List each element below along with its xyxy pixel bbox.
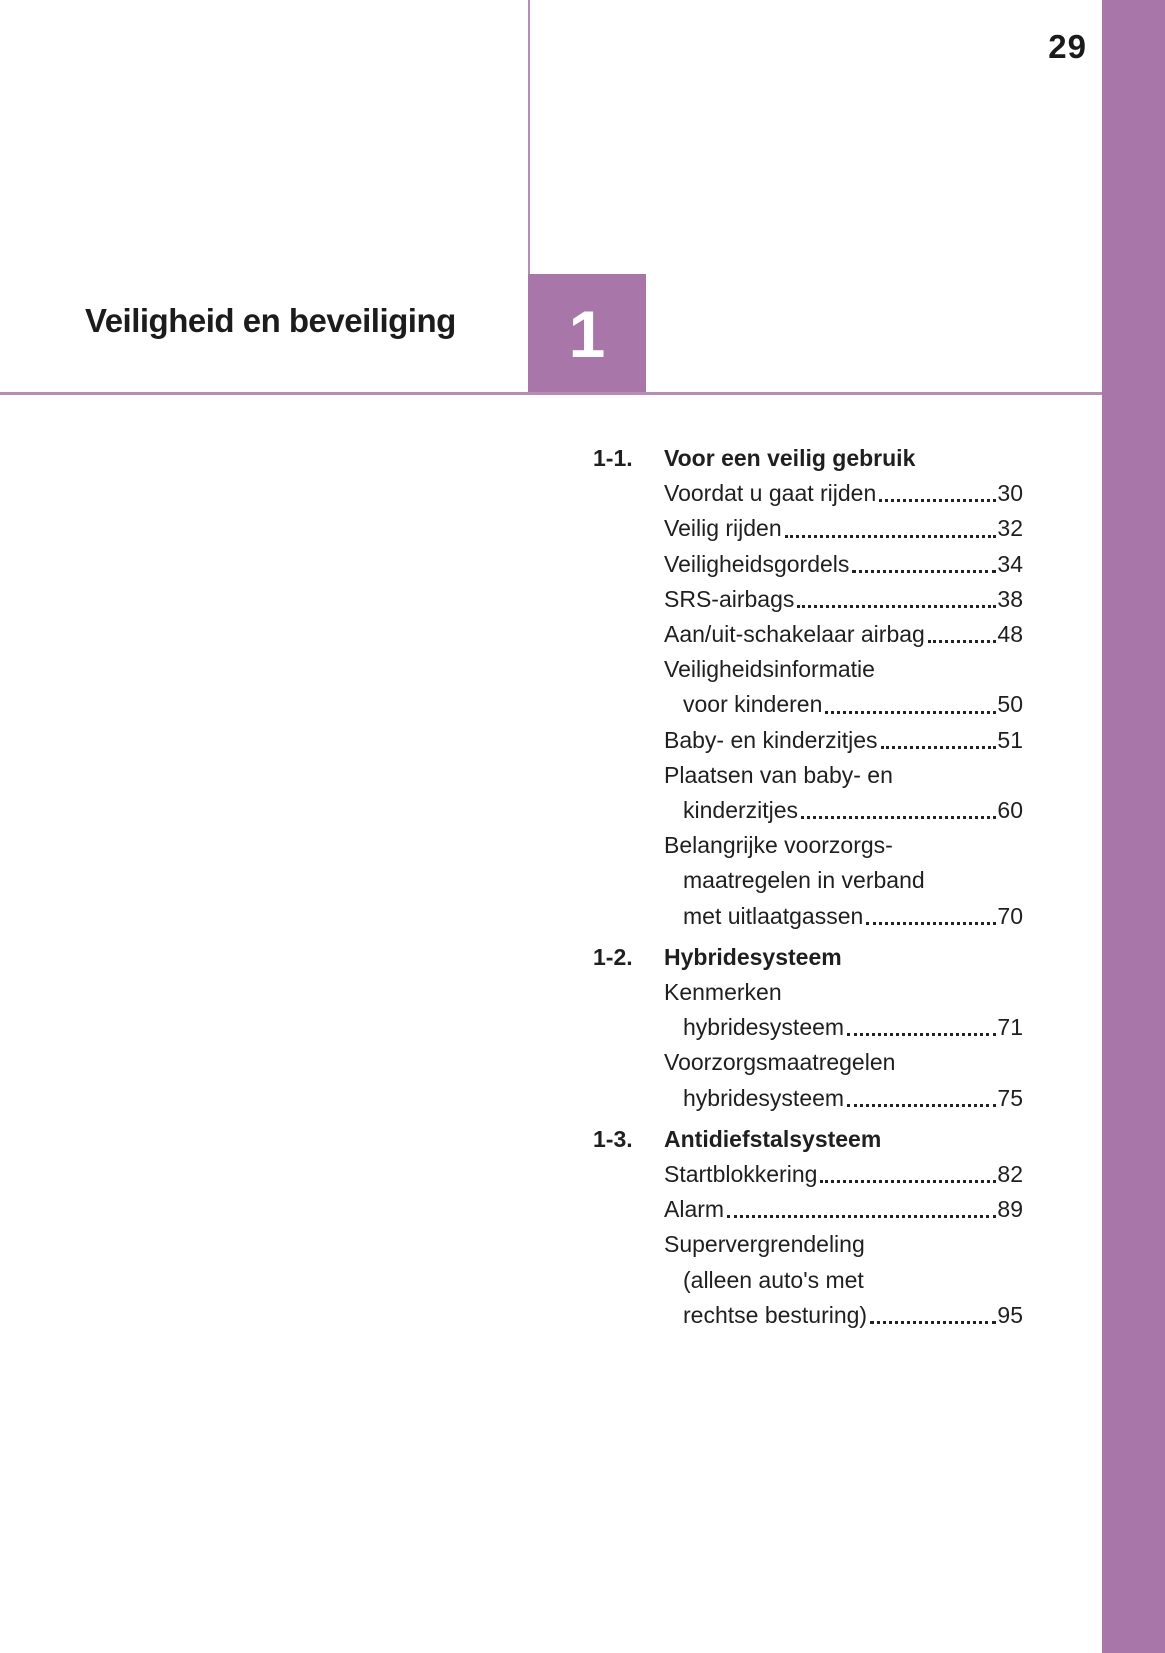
toc-entry-text: rechtse besturing) <box>683 1301 868 1328</box>
toc-dot-leader <box>825 711 996 714</box>
toc-entry-text: Aan/uit-schakelaar airbag <box>664 621 925 648</box>
toc-entry-page-number: 50 <box>997 691 1023 718</box>
toc-entry-line <box>664 652 1023 687</box>
toc-section-title: Antidiefstalsysteem <box>664 1125 882 1152</box>
toc-entry-text: kinderzitjes <box>683 797 799 824</box>
toc-entry-line <box>664 975 1023 1010</box>
toc-entry-page-number: 82 <box>997 1161 1023 1188</box>
toc-entry-text: Belangrijke voorzorgs- <box>664 832 893 859</box>
toc-entry-line <box>664 1157 1023 1192</box>
header-horizontal-rule <box>0 392 1102 395</box>
toc-entry-line <box>664 1263 1023 1298</box>
toc-entry-line <box>664 899 1023 934</box>
toc-entry-line <box>664 511 1023 546</box>
toc-dot-leader <box>847 1104 996 1107</box>
toc-entry-text: Veilig rijden <box>664 515 782 542</box>
toc-section-title: Voor een veilig gebruik <box>664 445 916 471</box>
toc-entry-line <box>664 617 1023 652</box>
toc-entry-text: Supervergrendeling <box>664 1231 865 1258</box>
toc-entry-line <box>664 1010 1023 1045</box>
toc-entry-line <box>664 1227 1023 1262</box>
chapter-number-box <box>528 274 646 394</box>
toc-entry-page-number: 60 <box>997 797 1023 824</box>
toc-entry-text: SRS-airbags <box>664 585 795 612</box>
toc-entry-text: met uitlaatgassen <box>683 902 864 929</box>
toc-entry-page-number: 38 <box>997 585 1023 612</box>
toc-entry-line <box>664 1081 1023 1116</box>
toc-entry-line <box>664 547 1023 582</box>
toc-entry-line <box>664 1045 1023 1080</box>
toc-entry-page-number: 95 <box>997 1301 1023 1328</box>
toc-entry-page-number: 89 <box>997 1196 1023 1223</box>
toc-entry-text: maatregelen in verband <box>683 867 925 894</box>
toc-entry-text: Veiligheidsinformatie <box>664 656 875 683</box>
toc-entry-text: Startblokkering <box>664 1161 818 1188</box>
toc-entry-text: Alarm <box>664 1196 725 1223</box>
page-edge-color-bar <box>1102 0 1165 1653</box>
toc-dot-leader <box>928 640 997 643</box>
toc-entry-text: Voordat u gaat rijden <box>664 480 877 507</box>
table-of-contents <box>593 441 1023 1333</box>
toc-entry-page-number: 71 <box>997 1014 1023 1041</box>
toc-dot-leader <box>866 922 996 925</box>
toc-entry-line <box>664 687 1023 722</box>
toc-entry-line <box>664 1298 1023 1333</box>
toc-entry-page-number: 30 <box>997 480 1023 507</box>
page-number: 29 <box>1048 28 1087 65</box>
toc-section-title: Hybridesysteem <box>664 943 842 970</box>
toc-dot-leader <box>870 1321 996 1324</box>
toc-entry-page-number: 48 <box>997 621 1023 648</box>
toc-entry-line <box>664 476 1023 511</box>
chapter-number: 1 <box>568 297 606 371</box>
toc-entry-line <box>664 723 1023 758</box>
toc-entry-page-number: 70 <box>997 902 1023 929</box>
toc-dot-leader <box>847 1033 996 1036</box>
toc-dot-leader <box>881 746 997 749</box>
toc-entry-text: hybridesysteem <box>683 1084 845 1111</box>
toc-entry-page-number: 51 <box>997 726 1023 753</box>
toc-entry-text: hybridesysteem <box>683 1014 845 1041</box>
toc-entry-text: Voorzorgsmaatregelen <box>664 1049 896 1076</box>
toc-section-header <box>593 940 1023 975</box>
toc-dot-leader <box>820 1180 996 1183</box>
toc-dot-leader <box>852 570 996 573</box>
toc-section <box>593 441 1023 934</box>
toc-section-number: 1-2. <box>593 943 633 970</box>
toc-dot-leader <box>727 1215 996 1218</box>
toc-dot-leader <box>879 499 996 502</box>
toc-dot-leader <box>801 816 996 819</box>
toc-section-number: 1-1. <box>593 445 633 471</box>
toc-entry-text: Veiligheidsgordels <box>664 550 850 577</box>
toc-entry-text: Kenmerken <box>664 979 782 1006</box>
chapter-vertical-rule <box>528 0 530 274</box>
toc-entry-page-number: 75 <box>997 1084 1023 1111</box>
toc-section-header <box>593 1122 1023 1157</box>
toc-section-header <box>593 441 1023 476</box>
toc-entry-line <box>664 582 1023 617</box>
toc-section <box>593 1122 1023 1333</box>
toc-entry-text: Baby- en kinderzitjes <box>664 726 878 753</box>
toc-entry-page-number: 32 <box>997 515 1023 542</box>
toc-entry-line <box>664 793 1023 828</box>
toc-entry-line <box>664 758 1023 793</box>
toc-entry-text: Plaatsen van baby- en <box>664 761 893 788</box>
toc-entry-text: (alleen auto's met <box>683 1266 864 1293</box>
toc-section <box>593 940 1023 1116</box>
toc-section-number: 1-3. <box>593 1125 633 1152</box>
toc-entry-line <box>664 1192 1023 1227</box>
toc-entry-page-number: 34 <box>997 550 1023 577</box>
toc-entry-line <box>664 828 1023 863</box>
toc-dot-leader <box>785 535 997 538</box>
toc-entry-line <box>664 863 1023 898</box>
chapter-title: Veiligheid en beveiliging <box>85 302 456 339</box>
toc-dot-leader <box>797 605 996 608</box>
toc-entry-text: voor kinderen <box>683 691 823 718</box>
